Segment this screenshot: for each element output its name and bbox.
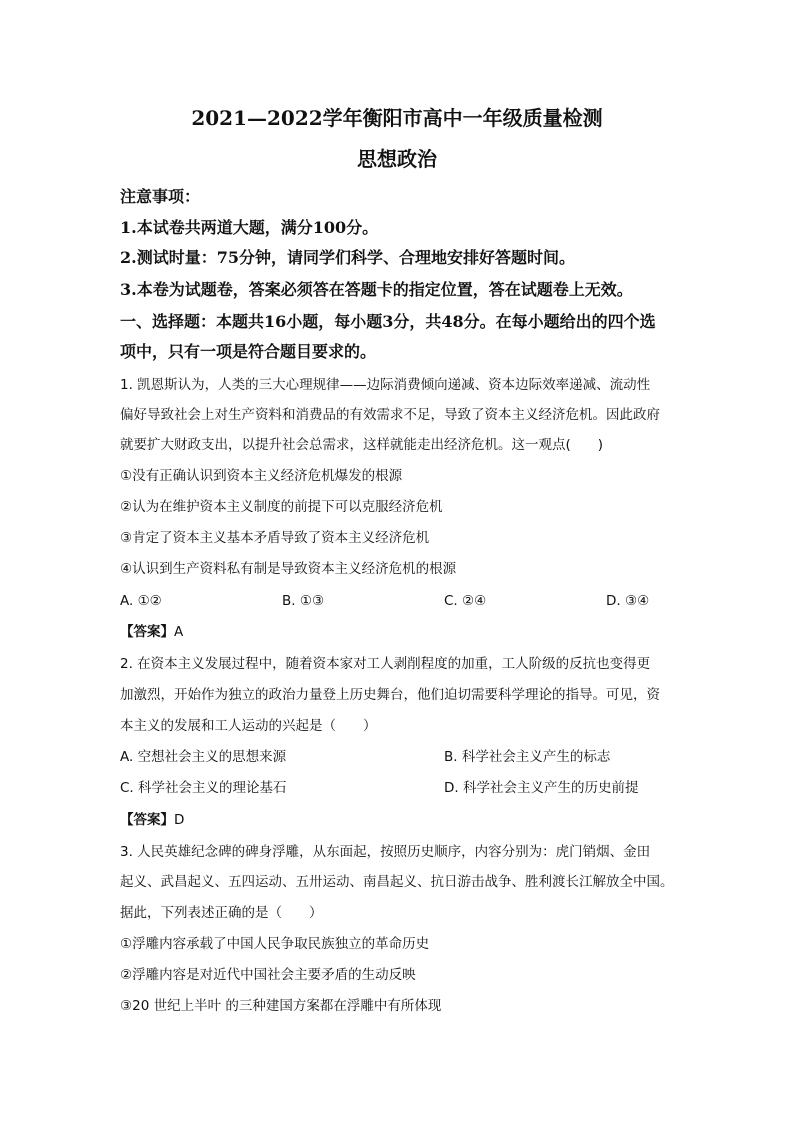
notes-heading: 注意事项： (120, 187, 201, 206)
q2-stem-line-1: 2. 在资本主义发展过程中，随着资本家对工人剥削程度的加重，工人阶级的反抗也变得更 (120, 656, 651, 672)
q1-answer-value: A (174, 624, 184, 640)
q1-answer-label: 【答案】 (120, 624, 174, 640)
q2-stem-line-3: 本主义的发展和工人运动的兴起是（ ） (120, 718, 377, 734)
q1-option-a: A. ①② (120, 593, 162, 609)
section-heading-line-1: 一、选择题：本题共16小题，每小题3分，共48分。在每小题给出的四个选 (120, 312, 656, 331)
q1-option-d: D. ③④ (606, 593, 650, 609)
q1-stem-line-2: 偏好导致社会上对生产资料和消费品的有效需求不足，导致了资本主义经济危机。因此政府 (120, 407, 660, 423)
q2-option-a: A. 空想社会主义的思想来源 (120, 749, 287, 765)
q1-statement-1: ①没有正确认识到资本主义经济危机爆发的根源 (120, 468, 403, 484)
q2-option-c: C. 科学社会主义的理论基石 (120, 780, 287, 796)
q2-option-d: D. 科学社会主义产生的历史前提 (444, 780, 639, 796)
q2-answer-label: 【答案】 (120, 812, 174, 828)
section-heading-line-2: 项中，只有一项是符合题目要求的。 (120, 342, 377, 361)
note-item-3: 3.本卷为试题卷，答案必须答在答题卡的指定位置，答在试题卷上无效。 (120, 280, 633, 299)
subject-title: 思想政治 (357, 147, 437, 171)
q1-statement-4: ④认识到生产资料私有制是导致资本主义经济危机的根源 (120, 561, 457, 577)
q2-answer (120, 810, 184, 830)
q1-stem-line-1: 1. 凯恩斯认为，人类的三大心理规律——边际消费倾向递减、资本边际效率递减、流动性 (120, 377, 651, 393)
exam-title: 2021—2022学年衡阳市高中一年级质量检测 (191, 106, 603, 130)
q1-stem-line-3: 就要扩大财政支出，以提升社会总需求，这样就能走出经济危机。这一观点( ) (120, 437, 604, 453)
q3-statement-3: ③20 世纪上半叶 的三种建国方案都在浮雕中有所体现 (120, 998, 442, 1014)
q3-statement-1: ①浮雕内容承载了中国人民争取民族独立的革命历史 (120, 936, 430, 952)
q1-answer (120, 622, 183, 642)
q3-statement-2: ②浮雕内容是对近代中国社会主要矛盾的生动反映 (120, 967, 416, 983)
q3-stem-line-2: 起义、武昌起义、五四运动、五卅运动、南昌起义、抗日游击战争、胜利渡长江解放全中国。 (120, 874, 674, 890)
q1-option-b: B. ①③ (282, 593, 325, 609)
q2-stem-line-2: 加激烈，开始作为独立的政治力量登上历史舞台，他们迫切需要科学理论的指导。可见，资 (120, 687, 660, 703)
note-item-2: 2.测试时量：75分钟，请同学们科学、合理地安排好答题时间。 (120, 248, 575, 267)
q1-statement-3: ③肯定了资本主义基本矛盾导致了资本主义经济危机 (120, 530, 430, 546)
q3-stem-line-1: 3. 人民英雄纪念碑的碑身浮雕，从东面起，按照历史顺序，内容分别为：虎门销烟、金田 (120, 844, 651, 860)
q1-statement-2: ②认为在维护资本主义制度的前提下可以克服经济危机 (120, 499, 443, 515)
q2-option-b: B. 科学社会主义产生的标志 (444, 749, 611, 765)
q2-answer-value: D (174, 812, 185, 828)
q3-stem-line-3: 据此，下列表述正确的是（ ） (120, 905, 323, 921)
note-item-1: 1.本试卷共两道大题，满分100分。 (120, 218, 379, 237)
q1-option-c: C. ②④ (444, 593, 487, 609)
